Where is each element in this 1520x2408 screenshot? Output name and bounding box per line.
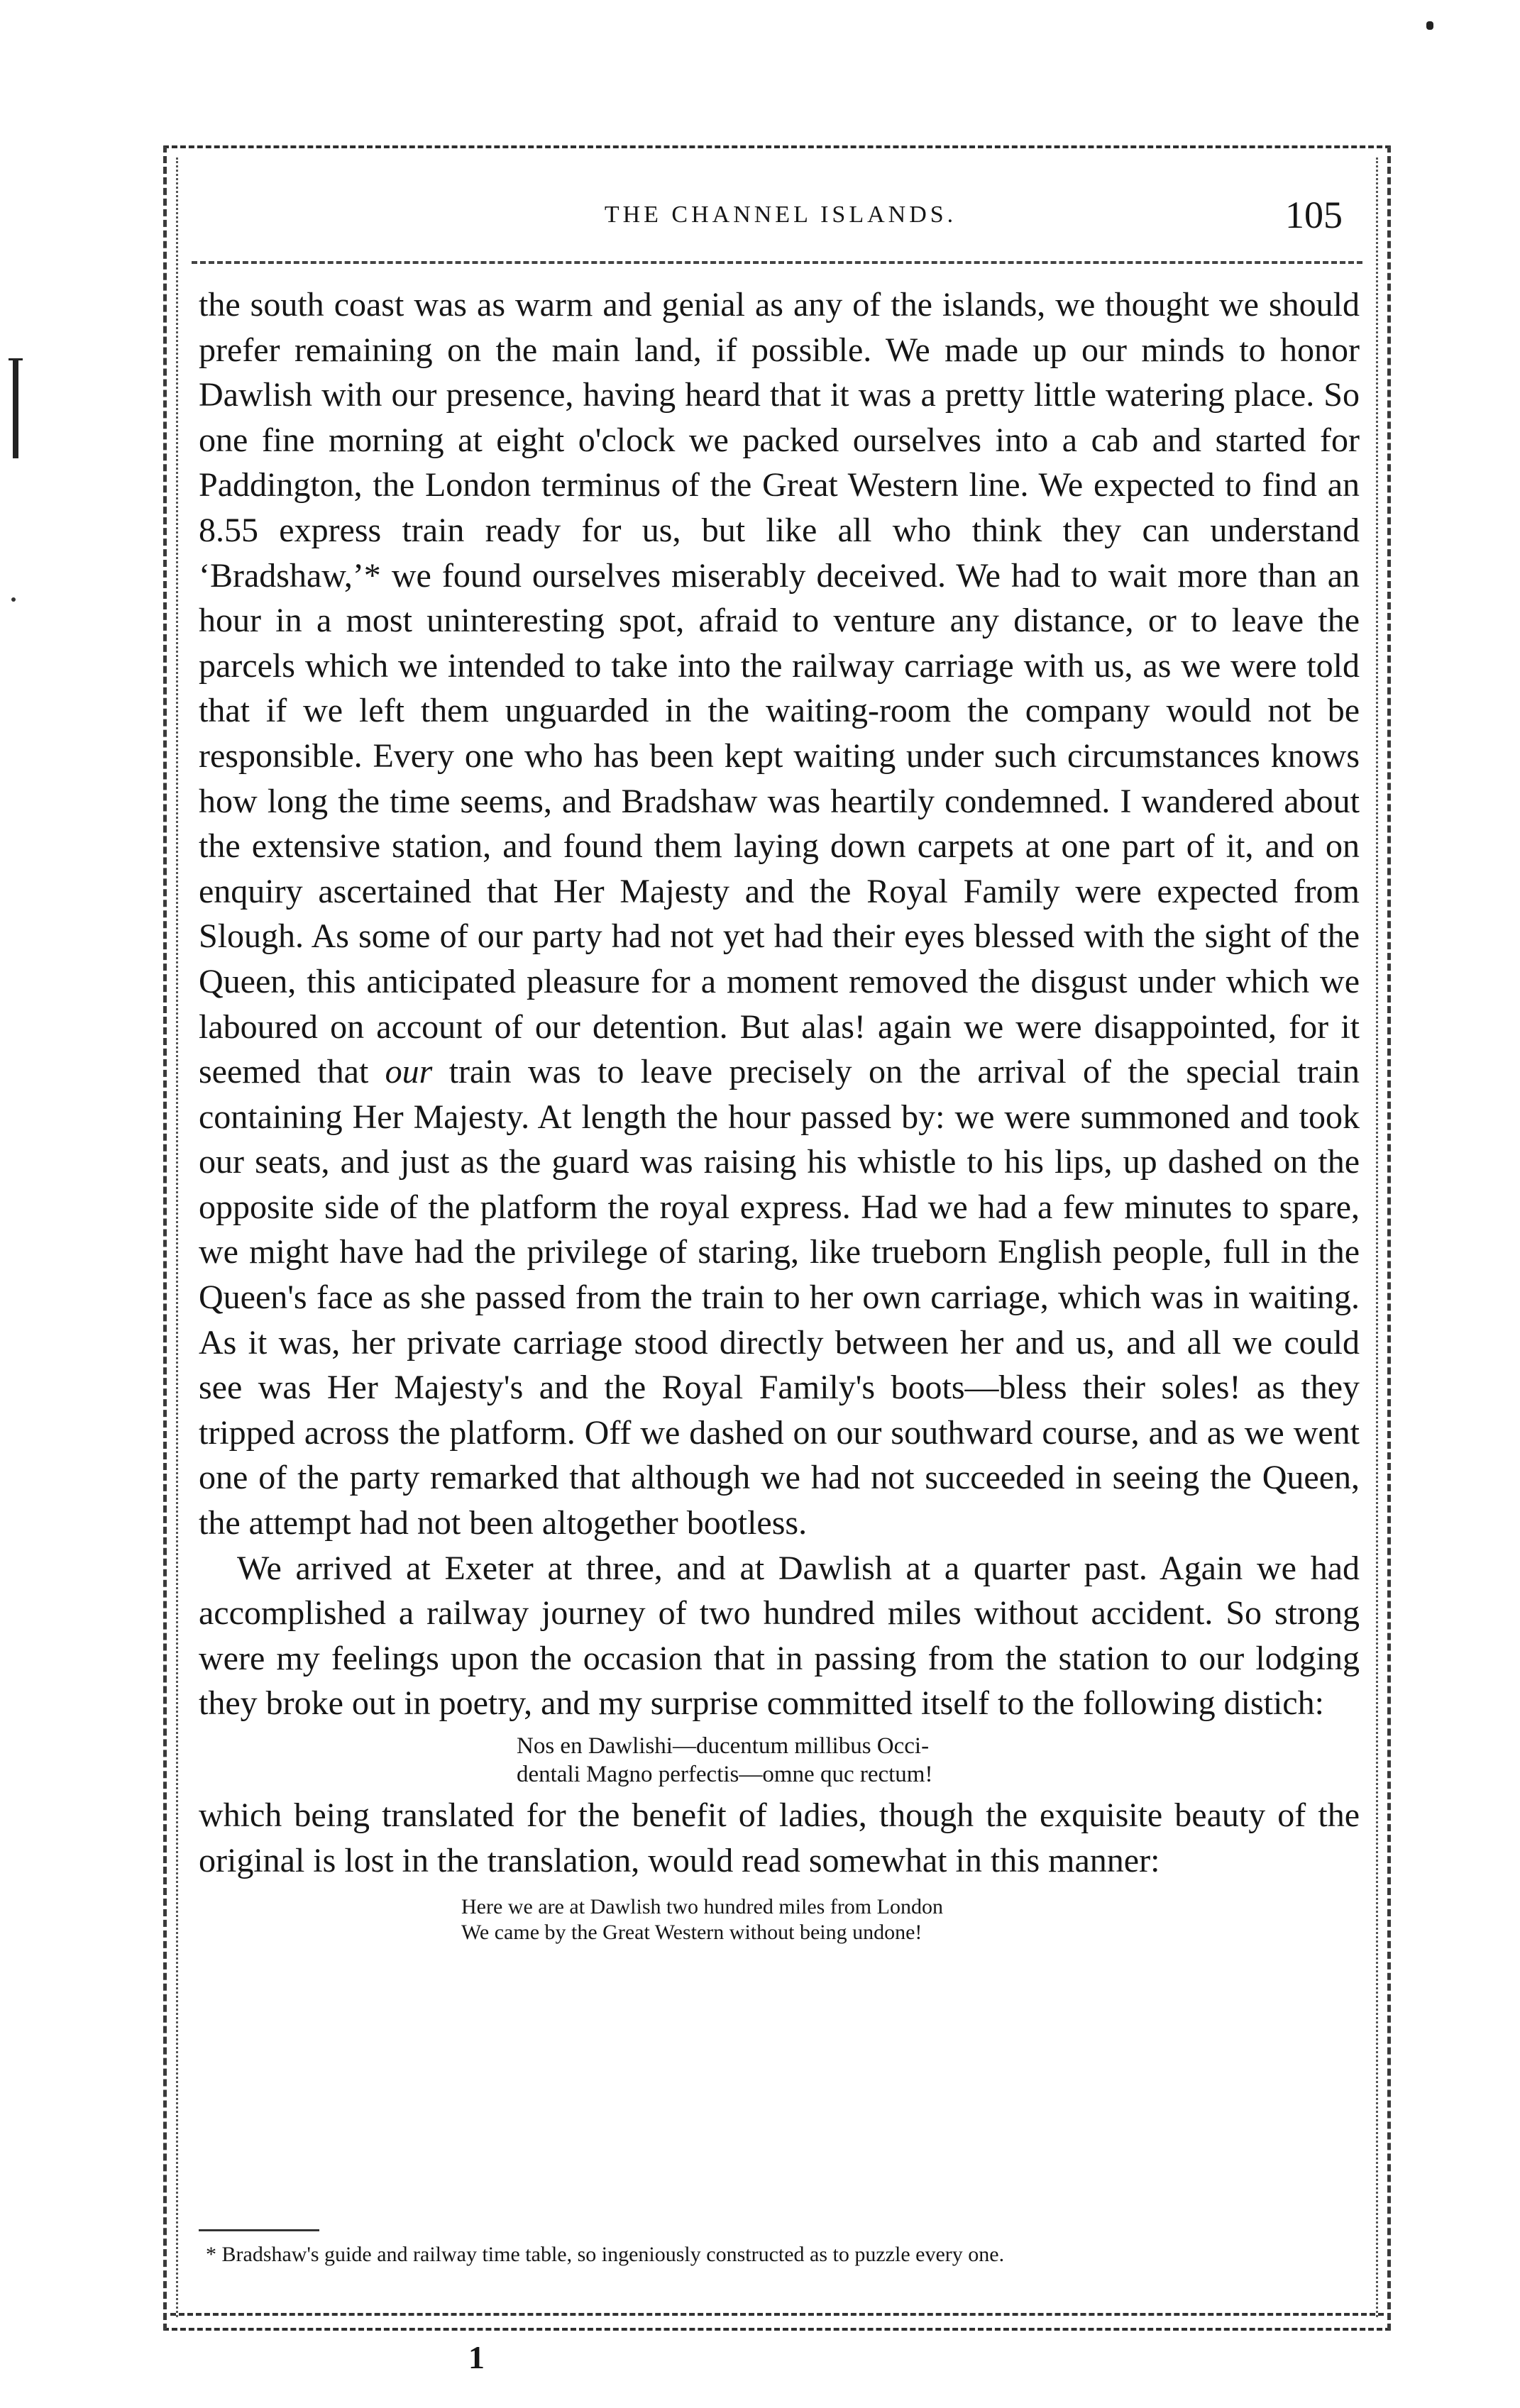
ink-speck	[1426, 21, 1433, 30]
translation-line: We came by the Great Western without being undone!	[461, 1921, 923, 1945]
distich-line: Nos en Dawlishi—ducentum millibus Occi-	[517, 1733, 930, 1759]
paragraph-translation-intro: which being translated for the benefit of ladies, though the exquisite beauty of the original is lost in the translation, would read somewhat in this manner:	[199, 1796, 1360, 1879]
body-text-block	[199, 282, 1360, 1950]
emphasis-word: our	[385, 1053, 433, 1091]
distich-line: dentali Magno perfectis—omne quc rectum!	[517, 1762, 933, 1787]
footnote-rule	[199, 2229, 319, 2231]
latin-distich	[199, 1732, 1360, 1789]
ink-speck	[11, 597, 16, 602]
signature-mark: 1	[468, 2339, 485, 2375]
translation-line: Here we are at Dawlish two hundred miles from London	[461, 1895, 943, 1919]
running-head	[199, 193, 1362, 243]
bottom-rule	[170, 2313, 1384, 2316]
english-translation	[199, 1894, 1360, 1945]
paragraph-1-text: the south coast was as warm and genial as any of the islands, we thought we should prefer remaining on the main land, if possible. We made up our minds to honor Dawlish with our presence, having heard that it was a pretty little watering place. So one fine morning at eight o'clock we packed ourselves into a cab and started for Paddington, the London terminus of the Great Western line. We expected to find an 8.55 express train ready for us, but like all who think they can understand ‘Bradshaw,’* we found ourselves miserably deceived. We had to wait more than an hour in a most uninteresting spot, afraid to venture any distance, or to leave the parcels which we intended to take into the railway carriage with us, as we were told that if we left them unguarded in the waiting-room the company would not be responsible. Every one who has been kept waiting under such circumstances knows how long the time seems, and Bradshaw was heartily condemned. I wandered about the extensive station, and found them laying down carpets at one part of it, and on enquiry ascertained that Her Majesty and the Royal Family were expected from Slough. As some of our party had not yet had their eyes blessed with the sight of the Queen, this anticipated pleasure for a moment removed the disgust under which we laboured on account of our detention. But alas! again we were disappointed, for it seemed that	[199, 286, 1360, 1091]
header-rule	[192, 261, 1362, 264]
paragraph-arrival: We arrived at Exeter at three, and at Dawlish at a quarter past. Again we had accomplished a railway journey of two hundred miles without accident. So strong were my feelings upon the occasion that in passing from the station to our lodging they broke out in poetry, and my surprise committed itself to the following distich:	[199, 1549, 1360, 1723]
paragraph-continued	[199, 282, 1360, 1546]
paragraph-1-continuation: train was to leave precisely on the arrival of the special train containing Her Majesty. At length the hour passed by: we were summoned and took our seats, and just as the guard was raising his whistle to his lips, up dashed on the opposite side of the platform the royal express. Had we had a few minutes to spare, we might have had the privilege of staring, like trueborn English people, full in the Queen's face as she passed from the train to her own carriage, which was in waiting. As it was, her private carriage stood directly between her and us, and all we could see was Her Majesty's and the Royal Family's boots—bless their soles! as they tripped across the platform. Off we dashed on our southward course, and as we went one of the party remarked that although we had not succeeded in seeing the Queen, the attempt had not been altogether bootless.	[199, 1053, 1360, 1542]
binding-mark	[13, 359, 18, 458]
page-number: 105	[1285, 194, 1343, 236]
running-head-title: THE CHANNEL ISLANDS.	[604, 201, 957, 228]
footnote: * Bradshaw's guide and railway time table, so ingeniously constructed as to puzzle every one.	[206, 2243, 1005, 2266]
